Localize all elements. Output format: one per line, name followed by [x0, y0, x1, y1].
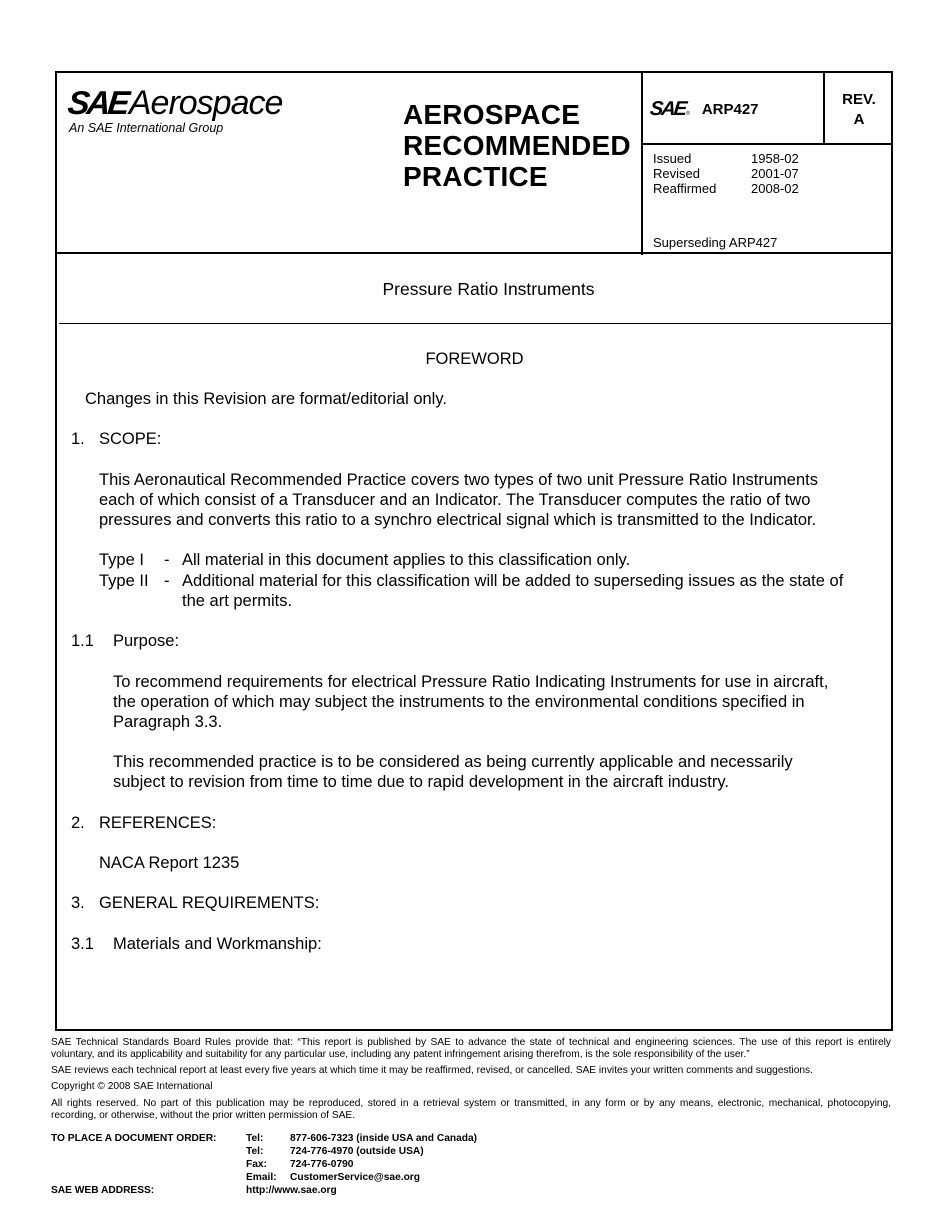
contact-value: 724-776-4970 (outside USA)	[290, 1146, 424, 1157]
revision-value: A	[853, 111, 865, 128]
type-dash: -	[164, 572, 170, 590]
sae-aerospace-logo	[68, 86, 282, 135]
type-text: the art permits.	[182, 592, 293, 610]
contact-value: 877-606-7323 (inside USA and Canada)	[290, 1133, 478, 1144]
order-label: TO PLACE A DOCUMENT ORDER:	[51, 1133, 217, 1144]
type-label: Type II	[99, 572, 149, 590]
footer-review: SAE reviews each technical report at least every five years at which time it may be reaffirmed, revised, or cancelled. SAE invites your written comments and suggestions.	[51, 1065, 813, 1076]
contact-label: Email:	[246, 1172, 277, 1183]
web-address-link[interactable]: http://www.sae.org	[246, 1185, 337, 1196]
contact-label: Tel:	[246, 1133, 264, 1144]
section-heading-references: REFERENCES:	[99, 814, 217, 832]
section-number: 1.1	[71, 632, 94, 650]
type-item	[99, 571, 843, 591]
contact-label: Tel:	[246, 1146, 264, 1157]
header-divider	[641, 72, 643, 255]
logo-brand: SAE	[66, 84, 129, 121]
contact-email[interactable]: CustomerService@sae.org	[290, 1172, 420, 1183]
section-number: 1.	[71, 430, 85, 448]
document-dates	[653, 151, 799, 196]
type-label: Type I	[99, 551, 144, 569]
date-value: 2008-02	[751, 181, 799, 196]
date-value: 1958-02	[751, 151, 799, 166]
document-type-line: PRACTICE	[403, 161, 548, 192]
date-row	[653, 181, 799, 196]
type-item	[99, 550, 630, 570]
foreword-heading: FOREWORD	[425, 350, 524, 368]
web-label: SAE WEB ADDRESS:	[51, 1185, 155, 1196]
superseding-note: Superseding ARP427	[653, 235, 778, 250]
date-label: Revised	[653, 166, 700, 181]
footer-tsb-rules: SAE Technical Standards Board Rules provide that: “This report is published by SAE to advance the state of technical and engineering sciences. The use of this report is entirely voluntary, and its applicability and suitability for any particular use, including any patent infringement arising therefrom, is the sole responsibility of the user.”	[51, 1037, 891, 1060]
document-type	[403, 99, 631, 192]
revision-label: REV.	[842, 91, 876, 108]
order-info	[51, 1132, 477, 1197]
scope-line: pressures and converts this ratio to a synchro electrical signal which is transmitted to the Indicator.	[99, 511, 817, 529]
sae-small-logo: SAE	[648, 98, 687, 120]
contact-label: Fax:	[246, 1159, 267, 1170]
section-number: 2.	[71, 814, 85, 832]
section-number: 3.1	[71, 935, 94, 953]
document-title: Pressure Ratio Instruments	[382, 279, 595, 299]
standard-number: ARP427	[701, 100, 759, 118]
date-row	[653, 151, 799, 166]
contact-value: 724-776-0790	[290, 1159, 354, 1170]
date-label: Reaffirmed	[653, 181, 717, 196]
type-dash: -	[164, 551, 170, 569]
document-type-line: RECOMMENDED	[403, 130, 631, 161]
standard-id	[650, 99, 759, 119]
contact-row	[51, 1145, 477, 1158]
contact-row	[51, 1158, 477, 1171]
section-number: 3.	[71, 894, 85, 912]
contact-row	[51, 1184, 477, 1197]
footer-rights: All rights reserved. No part of this publication may be reproduced, stored in a retrieval system or transmitted, in any form or by any means, electronic, mechanical, photocopying, recording, or otherwise, without the prior written permission of SAE.	[51, 1098, 891, 1121]
footer-copyright: Copyright © 2008 SAE International	[51, 1081, 213, 1092]
logo-word: Aerospace	[128, 84, 283, 122]
contact-row	[51, 1171, 477, 1184]
registered-mark: ®	[686, 111, 690, 117]
revision-box	[825, 90, 893, 130]
footer-notes	[51, 1037, 891, 1122]
section-heading-materials: Materials and Workmanship:	[113, 935, 322, 953]
foreword-text: Changes in this Revision are format/editorial only.	[85, 390, 447, 408]
purpose-line: To recommend requirements for electrical Pressure Ratio Indicating Instruments for use in aircraft,	[113, 673, 829, 691]
scope-line: This Aeronautical Recommended Practice covers two types of two unit Pressure Ratio Instruments	[99, 471, 818, 489]
purpose-line: Paragraph 3.3.	[113, 713, 223, 731]
date-label: Issued	[653, 151, 692, 166]
section-heading-purpose: Purpose:	[113, 632, 180, 650]
document-type-line: AEROSPACE	[403, 99, 581, 130]
scope-line: each of which consist of a Transducer and an Indicator. The Transducer computes the ratio of two	[99, 491, 811, 509]
contact-row	[51, 1132, 477, 1145]
title-divider	[59, 323, 893, 324]
type-text: All material in this document applies to this classification only.	[182, 551, 631, 569]
purpose-line: This recommended practice is to be considered as being currently applicable and necessarily	[113, 753, 793, 771]
purpose-line: the operation of which may subject the instruments to the environmental conditions specified in	[113, 693, 805, 711]
reference-item: NACA Report 1235	[99, 854, 240, 872]
section-heading-general: GENERAL REQUIREMENTS:	[99, 894, 320, 912]
header-divider	[642, 143, 893, 145]
purpose-line: subject to revision from time to time due to rapid development in the aircraft industry.	[113, 773, 729, 791]
section-heading-scope: SCOPE:	[99, 430, 162, 448]
type-text: Additional material for this classification will be added to superseding issues as the state of	[182, 572, 844, 590]
date-value: 2001-07	[751, 166, 799, 181]
header-divider	[56, 252, 893, 254]
logo-tagline: An SAE International Group	[69, 121, 224, 135]
date-row	[653, 166, 799, 181]
